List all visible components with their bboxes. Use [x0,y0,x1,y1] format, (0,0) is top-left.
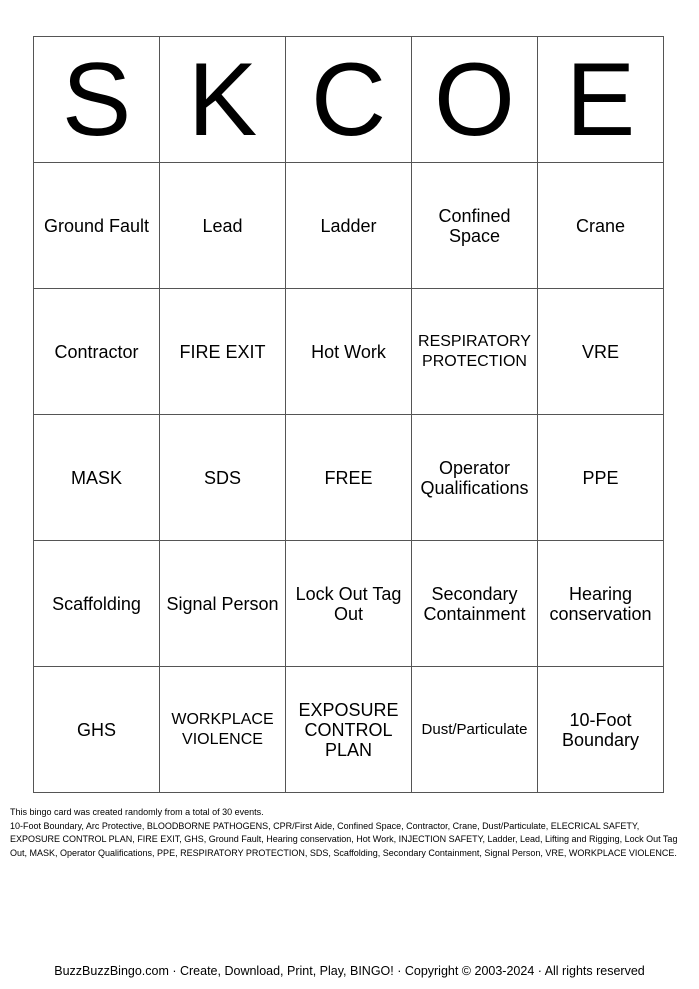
header-letter: O [412,37,538,163]
bingo-card [33,36,664,793]
bingo-cell: Ground Fault [34,163,160,289]
bingo-cell: Signal Person [160,541,286,667]
note-events-list: 10-Foot Boundary, Arc Protective, BLOODBORNE PATHOGENS, CPR/First Aide, Confined Space, Contractor, Crane, Dust/Particulate, ELECRICAL SAFETY, EXPOSURE CONTROL PLAN, FIRE EXIT, GHS, Ground Fault, Hearing conservation, Hot Work, INJECTION SAFETY, Ladder, Lead, Lifting and Rigging, Lock Out Tag Out, MASK, Operator Qualifications, PPE, RESPIRATORY PROTECTION, SDS, Scaffolding, Secondary Containment, Signal Person, VRE, WORKPLACE VIOLENCE. [10,820,678,858]
bingo-cell: FIRE EXIT [160,289,286,415]
bingo-cell: RESPIRATORY PROTECTION [412,289,538,415]
bingo-cell: Scaffolding [34,541,160,667]
bingo-cell: MASK [34,415,160,541]
bingo-cell: GHS [34,667,160,793]
bingo-cell: 10-Foot Boundary [538,667,664,793]
header-letter: K [160,37,286,163]
grid-row [34,163,664,289]
bingo-cell: Lead [160,163,286,289]
bingo-cell: Secondary Containment [412,541,538,667]
bingo-cell: Ladder [286,163,412,289]
header-letter: E [538,37,664,163]
card-note [10,806,686,860]
bingo-cell: Hearing conservation [538,541,664,667]
bingo-cell: EXPOSURE CONTROL PLAN [286,667,412,793]
grid-row [34,541,664,667]
bingo-cell: Dust/Particulate [412,667,538,793]
header-row [34,37,664,163]
bingo-cell: Lock Out Tag Out [286,541,412,667]
header-letter: S [34,37,160,163]
bingo-cell: SDS [160,415,286,541]
bingo-cell: VRE [538,289,664,415]
bingo-cell: Operator Qualifications [412,415,538,541]
bingo-cell: Contractor [34,289,160,415]
grid-row [34,289,664,415]
bingo-cell: PPE [538,415,664,541]
bingo-cell: Confined Space [412,163,538,289]
grid-row [34,415,664,541]
note-intro: This bingo card was created randomly from a total of 30 events. [10,807,264,817]
bingo-cell: Crane [538,163,664,289]
footer-copyright: BuzzBuzzBingo.com · Create, Download, Print, Play, BINGO! · Copyright © 2003-2024 · All rights reserved [54,964,645,978]
header-letter: C [286,37,412,163]
bingo-cell: WORKPLACE VIOLENCE [160,667,286,793]
grid-row [34,667,664,793]
free-cell: FREE [286,415,412,541]
bingo-cell: Hot Work [286,289,412,415]
